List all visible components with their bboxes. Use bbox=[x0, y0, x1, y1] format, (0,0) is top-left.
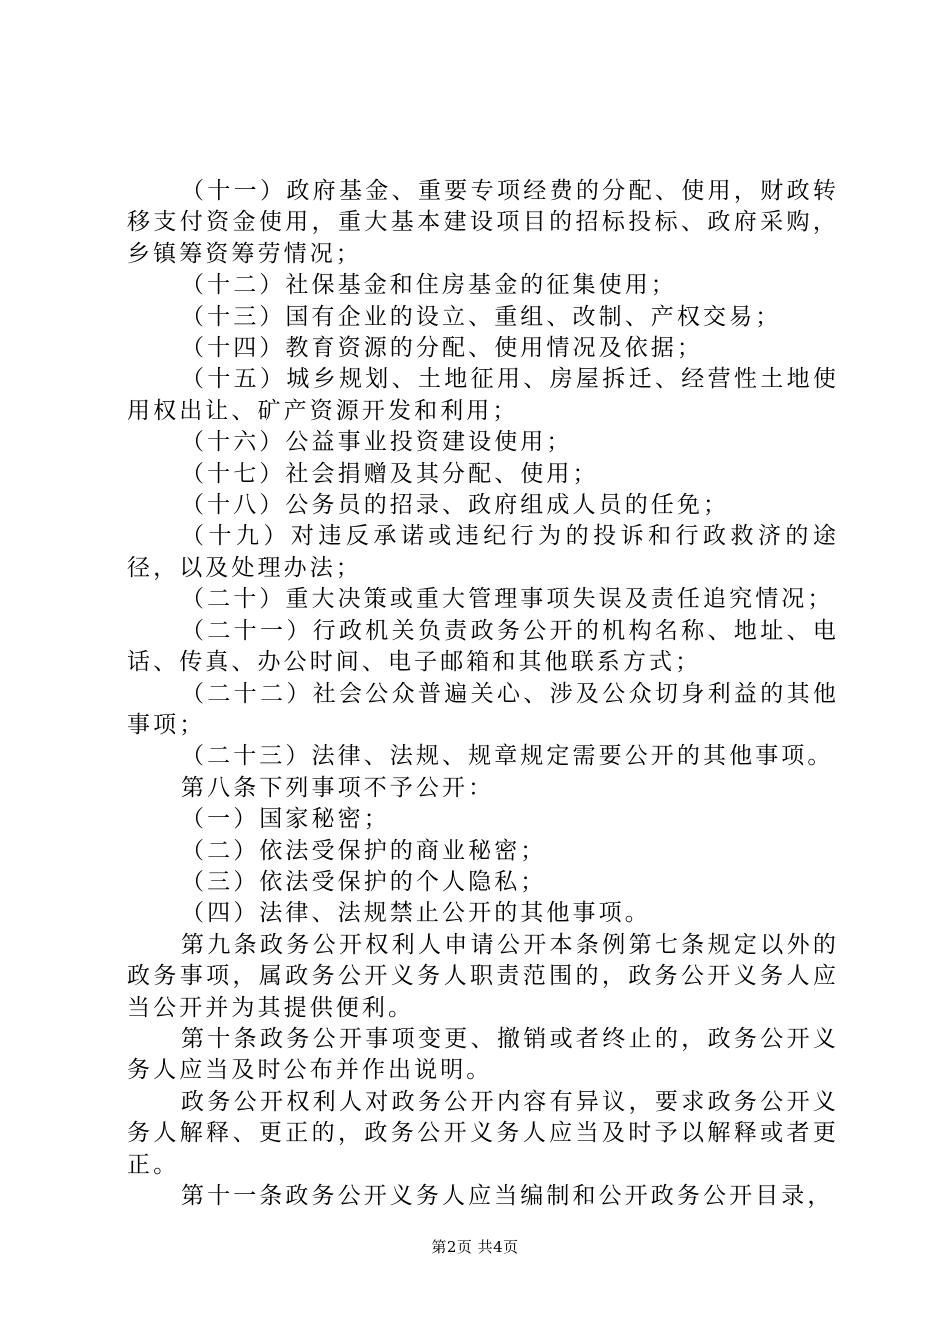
article-9-paragraph: 第九条政务公开权利人申请公开本条例第七条规定以外的政务事项，属政务公开义务人职责范围的，政务公开义务人应当公开并为其提供便利。 bbox=[127, 931, 839, 1021]
exempt-item-2: （二）依法受保护的商业秘密； bbox=[181, 837, 547, 864]
article-10-objection-paragraph: 政务公开权利人对政务公开内容有异议，要求政务公开义务人解释、更正的，政务公开义务人应当及时予以解释或者更正。 bbox=[127, 1088, 839, 1178]
paragraph-item-22: （二十二）社会公众普遍关心、涉及公众切身利益的其他事项； bbox=[127, 680, 839, 738]
exempt-item-1: （一）国家秘密； bbox=[181, 806, 390, 833]
paragraph-item-11: （十一）政府基金、重要专项经费的分配、使用，财政转移支付资金使用，重大基本建设项目的招标投标、政府采购，乡镇筹资筹劳情况； bbox=[127, 178, 839, 267]
paragraph-item-19: （十九）对违反承诺或违纪行为的投诉和行政救济的途径，以及处理办法； bbox=[127, 523, 839, 581]
article-8-heading: 第八条下列事项不予公开： bbox=[181, 774, 495, 801]
paragraph-item-18: （十八）公务员的招录、政府组成人员的任免； bbox=[181, 492, 730, 519]
exempt-item-3: （三）依法受保护的个人隐私； bbox=[181, 868, 547, 895]
article-11-paragraph: 第十一条政务公开义务人应当编制和公开政务公开目录， bbox=[181, 1183, 834, 1209]
exempt-item-4: （四）法律、法规禁止公开的其他事项。 bbox=[181, 900, 651, 927]
paragraph-item-21: （二十一）行政机关负责政务公开的机构名称、地址、电话、传真、办公时间、电子邮箱和其他联系方式； bbox=[127, 617, 839, 676]
page-number-footer: 第2页 共4页 bbox=[431, 1238, 519, 1256]
paragraph-item-17: （十七）社会捐赠及其分配、使用； bbox=[181, 460, 599, 487]
document-body bbox=[127, 176, 839, 1212]
paragraph-item-23: （二十三）法律、法规、规章规定需要公开的其他事项。 bbox=[181, 743, 834, 770]
paragraph-item-20: （二十）重大决策或重大管理事项失误及责任追究情况； bbox=[181, 586, 834, 613]
article-10-paragraph: 第十条政务公开事项变更、撤销或者终止的，政务公开义务人应当及时公布并作出说明。 bbox=[127, 1025, 839, 1084]
paragraph-item-15: （十五）城乡规划、土地征用、房屋拆迁、经营性土地使用权出让、矿产资源开发和利用； bbox=[127, 366, 839, 424]
paragraph-item-13: （十三）国有企业的设立、重组、改制、产权交易； bbox=[181, 303, 782, 330]
paragraph-item-12: （十二）社保基金和住房基金的征集使用； bbox=[181, 272, 677, 299]
paragraph-item-14: （十四）教育资源的分配、使用情况及依据； bbox=[181, 335, 703, 362]
paragraph-item-16: （十六）公益事业投资建设使用； bbox=[181, 429, 573, 456]
